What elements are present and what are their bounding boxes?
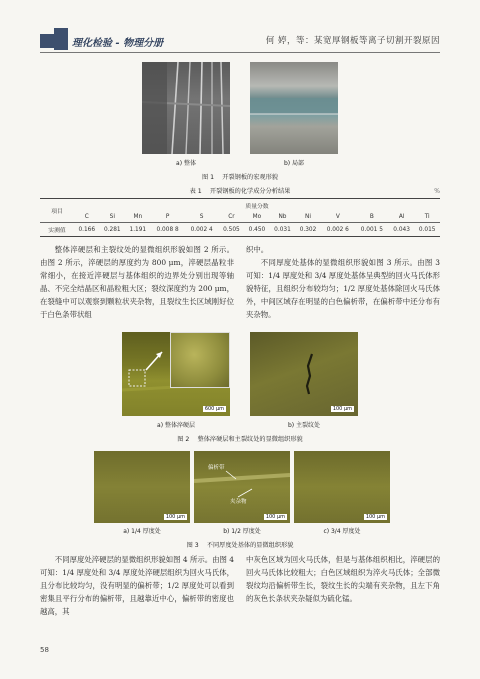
header-rule [40, 52, 440, 53]
figure1-caption: 图 1 开裂钢板的宏观形貌 [202, 174, 278, 181]
fig3a-micrograph [94, 451, 190, 523]
fig1a-caption: a) 整体 [176, 160, 196, 167]
journal-name: 理化检验 - 物理分册 [72, 38, 164, 49]
logo-mark-2 [54, 28, 68, 50]
table-cell: 0.505 [219, 223, 245, 237]
col-header: Si [109, 214, 115, 220]
row-label: 实测值 [40, 223, 74, 237]
fig2b-caption: b) 主裂纹处 [287, 422, 321, 429]
col-header: S [199, 214, 204, 220]
paragraph-text: 不同厚度处淬硬层的显微组织形貌如图 4 所示。由图 4 可知：1/4 厚度处和 3/4 厚度处淬硬层组织为回火马氏体，且分布比较均匀，没有明显的偏析带；1/2 厚度处可以看到密集且平行分布的偏析带，且越靠近中心，偏析带的密度也越高，其 [40, 555, 234, 616]
col-header: Cr [228, 214, 235, 220]
table-cell: 0.001 5 [355, 223, 389, 237]
col-header: Ni [305, 214, 311, 220]
col-header: Ti [424, 214, 430, 220]
fig1a-photo [142, 62, 230, 154]
figure2-caption: 图 2 整体淬硬层和主裂纹处的显微组织形貌 [177, 436, 303, 443]
table-cell: 0.002 4 [185, 223, 219, 237]
table-cell: 0.002 6 [321, 223, 355, 237]
table-cell: 1.191 [125, 223, 151, 237]
paragraph-right-2 [246, 553, 440, 605]
paragraph-text: 织中。 [246, 245, 269, 254]
fig3c-caption: c) 3/4 厚度处 [323, 528, 361, 535]
paragraph-text: 中灰色区域为回火马氏体，但是与基体组织相比，淬硬层的回火马氏体比较粗大；白色区域组织为淬火马氏体；全部微裂纹均沿偏析带生长，裂纹生长的尖端有夹杂物，且左下角的灰色长条状夹杂疑似为硫化锰。 [246, 555, 440, 603]
table-cell: 0.008 8 [151, 223, 185, 237]
scale-label: 100 μm [365, 514, 385, 520]
table-cell: 0.450 [244, 223, 270, 237]
journal-logo [40, 28, 180, 52]
paragraph-text: 不同厚度处基体的显微组织形貌如图 3 所示。由图 3 可知：1/4 厚度处和 3/4 厚度处基体呈典型的回火马氏体形貌特征，且组织分布较均匀；1/2 厚度处基体除回火马氏体外，中间区域存在明显的白色偏析带，在偏析带中还分布有夹杂物。 [246, 258, 440, 319]
paragraph-left-1 [40, 243, 234, 321]
fig2b-micrograph [250, 332, 358, 416]
fig3b-micrograph [194, 451, 290, 523]
fig3a-caption: a) 1/4 厚度处 [123, 528, 161, 535]
table-cell: 0.302 [295, 223, 321, 237]
col-header: P [165, 214, 170, 220]
paragraph-right-1 [246, 243, 440, 321]
paragraph-text: 整体淬硬层和主裂纹处的显微组织形貌如图 2 所示。由图 2 所示，淬硬层的厚度约为 800 μm，淬硬层晶粒非常细小，在接近淬硬层与基体组织的边界处分别出现等轴晶、不完全结晶区和晶粒粗大区；裂纹深度约为 200 μm，在裂缝中可以观察到颗粒状夹杂物，且裂纹生长区域刚好位于白色条带状组 [40, 245, 234, 319]
scale-label: 600 μm [204, 406, 224, 412]
table-group-header: 质量分数 [245, 204, 269, 210]
col-header: B [369, 214, 374, 220]
table-row-header: 项目 [51, 209, 63, 215]
fig3c-micrograph [294, 451, 390, 523]
col-header: C [84, 214, 89, 220]
fig3b-caption: b) 1/2 厚度处 [223, 528, 261, 535]
col-header: V [335, 214, 340, 220]
fig1b-caption: b) 局部 [283, 160, 305, 167]
inclusion-label: 夹杂物 [230, 499, 247, 505]
scale-label: 100 μm [165, 514, 185, 520]
paragraph-left-2 [40, 553, 234, 618]
table-cell: 0.281 [100, 223, 126, 237]
table-cell: 0.166 [74, 223, 100, 237]
segregation-label: 偏析带 [208, 465, 225, 471]
table-row [40, 223, 440, 237]
fig2a-caption: a) 整体淬硬层 [157, 422, 195, 429]
fig2a-inset [170, 332, 230, 388]
scale-label: 100 μm [332, 406, 352, 412]
scale-label: 100 μm [265, 514, 285, 520]
running-title: 何 婷，等：某宽厚钢板等离子切割开裂原因 [265, 36, 440, 46]
table-cell: 0.015 [414, 223, 440, 237]
page-number: 58 [40, 646, 49, 654]
fig1b-photo [250, 62, 338, 154]
col-header: Al [398, 214, 405, 220]
composition-table [40, 198, 440, 237]
table-header-row [40, 212, 440, 223]
table-cell: 0.031 [270, 223, 296, 237]
table-cell: 0.043 [389, 223, 415, 237]
figure3-caption: 图 3 不同厚度处基体的显微组织形貌 [186, 542, 294, 549]
col-header: Mn [133, 214, 143, 220]
col-header: Mo [252, 214, 262, 220]
col-header: Nb [278, 214, 287, 220]
table1-unit: % [434, 188, 440, 195]
table1-caption: 表 1 开裂钢板的化学成分分析结果 [189, 188, 291, 195]
